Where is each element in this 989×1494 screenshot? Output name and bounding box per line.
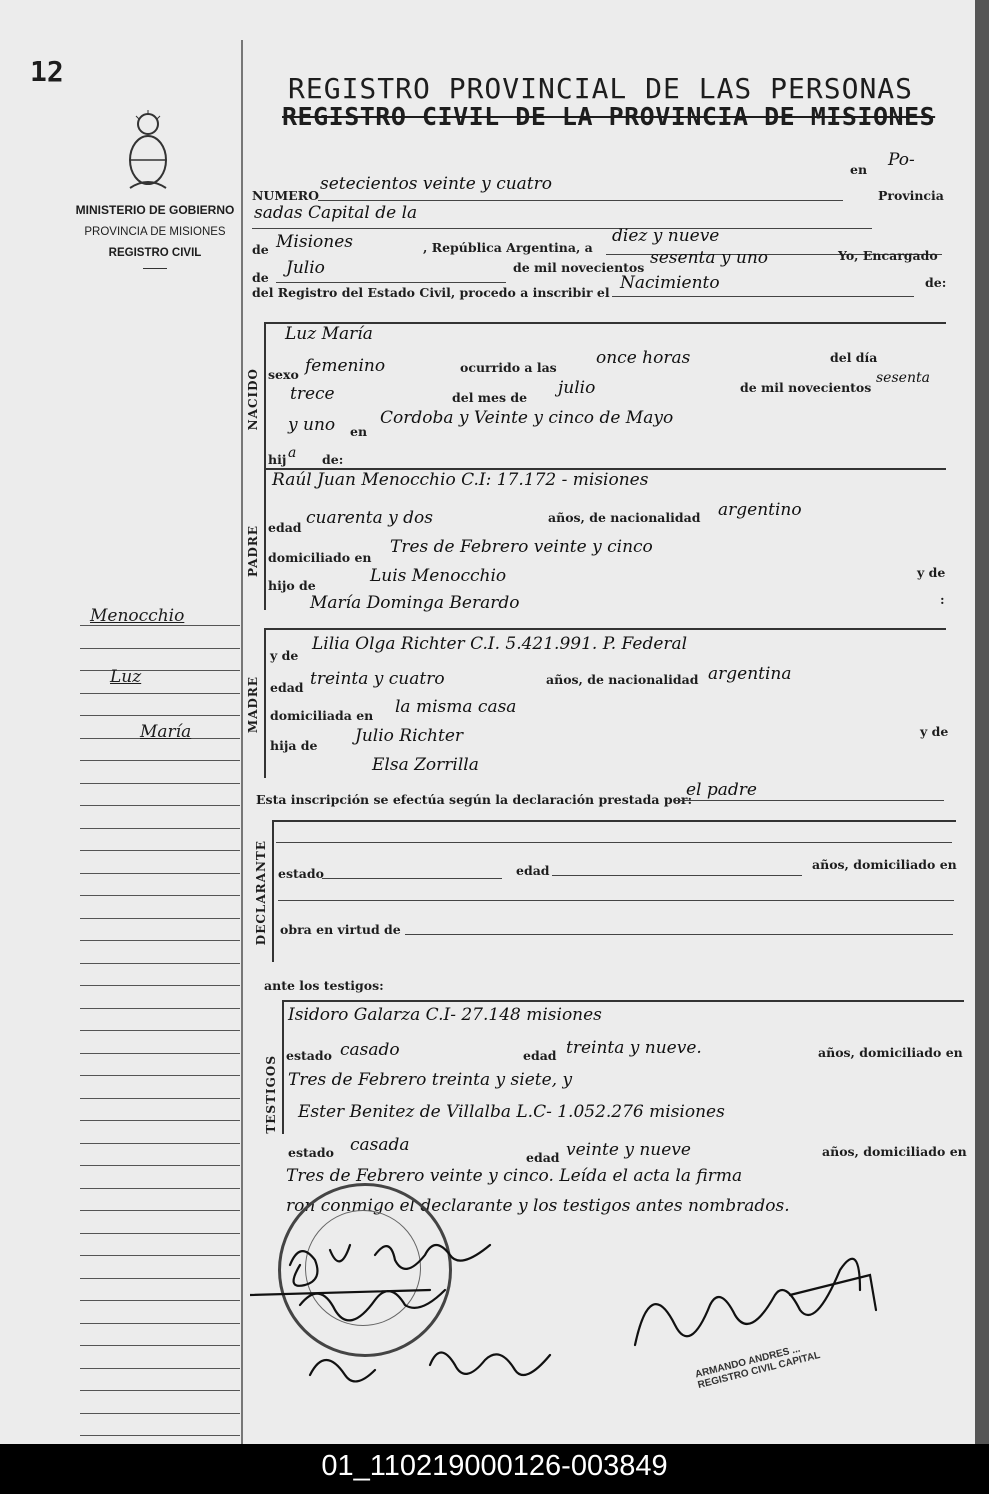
madre-hija: Julio Richter bbox=[355, 726, 464, 746]
margin-rule-line bbox=[80, 918, 240, 919]
rule bbox=[405, 934, 953, 935]
closing-text: ron conmigo el declarante y los testigos antes nombrados. bbox=[286, 1196, 790, 1216]
rule bbox=[276, 842, 952, 843]
ministry-registry: REGISTRO CIVIL bbox=[108, 247, 202, 259]
madre-edad: treinta y cuatro bbox=[310, 669, 445, 689]
testigo2-nombre: Ester Benitez de Villalba L.C- 1.052.276 misiones bbox=[298, 1102, 725, 1122]
testigo1-edad: treinta y nueve. bbox=[566, 1038, 702, 1058]
sexo-value: femenino bbox=[305, 356, 386, 376]
margin-rule-line bbox=[80, 693, 240, 694]
margin-rule-line bbox=[80, 805, 240, 806]
declarante-dom-label: años, domiciliado en bbox=[812, 857, 957, 872]
nacido-section-label: NACIDO bbox=[246, 368, 260, 431]
testigo2-edad: veinte y nueve bbox=[566, 1140, 691, 1160]
margin-rule-line bbox=[80, 1165, 240, 1166]
testigo1-edad-label: edad bbox=[523, 1048, 557, 1063]
file-id-footer: 01_110219000126-003849 bbox=[0, 1444, 989, 1494]
margin-rule-line bbox=[80, 1233, 240, 1234]
madre-madre: Elsa Zorrilla bbox=[372, 755, 479, 775]
ocurrido-label: ocurrido a las bbox=[460, 360, 557, 375]
header-subtitle: REGISTRO CIVIL DE LA PROVINCIA DE MISIONES bbox=[282, 102, 936, 131]
republica-text: , República Argentina, a bbox=[423, 240, 593, 255]
margin-rule-line bbox=[80, 1120, 240, 1121]
padre-yde-label: y de bbox=[917, 565, 946, 580]
anio-text: de mil novecientos bbox=[513, 260, 645, 275]
testigo2-dom: Tres de Febrero veinte y cinco. Leída el acta la firma bbox=[286, 1166, 743, 1186]
padre-dom-label: domiciliado en bbox=[268, 550, 372, 565]
nacido-anio-label: de mil novecientos bbox=[740, 380, 872, 395]
margin-rule-line bbox=[80, 850, 240, 851]
rule bbox=[322, 878, 502, 879]
madre-dom-label: domiciliada en bbox=[270, 708, 374, 723]
provincia-label: Provincia bbox=[878, 188, 944, 203]
margin-rule-line bbox=[80, 895, 240, 896]
padre-nombre: Raúl Juan Menocchio C.I: 17.172 - misiones bbox=[272, 470, 649, 490]
padre-nac: argentino bbox=[718, 500, 802, 520]
page-number: 12 bbox=[30, 55, 64, 88]
de-label: de bbox=[252, 242, 269, 257]
rule bbox=[318, 200, 843, 201]
nacido-nombre: Luz María bbox=[285, 324, 373, 344]
en-label-nacido: en bbox=[350, 424, 368, 439]
anio-value: sesenta y uno bbox=[650, 248, 769, 268]
margin-rule-line bbox=[80, 1300, 240, 1301]
rule bbox=[674, 800, 944, 801]
margin-rule-line bbox=[80, 1030, 240, 1031]
margin-rule-line bbox=[80, 1098, 240, 1099]
hijo-de-label: de: bbox=[322, 452, 344, 467]
declaracion-value: el padre bbox=[686, 780, 757, 800]
margin-rule-line bbox=[80, 1008, 240, 1009]
testigos-intro: ante los testigos: bbox=[264, 978, 384, 993]
margin-rule-line bbox=[80, 1413, 240, 1414]
sexo-label: sexo bbox=[268, 367, 299, 382]
signatures bbox=[250, 1235, 890, 1435]
madre-dom: la misma casa bbox=[395, 697, 517, 717]
madre-edad-label: edad bbox=[270, 680, 304, 695]
nacido-anio1: sesenta bbox=[876, 370, 930, 386]
declarante-edad-label: edad bbox=[516, 863, 550, 878]
nacido-mes: julio bbox=[558, 378, 596, 398]
acto-value: Nacimiento bbox=[620, 273, 720, 293]
margin-rule-line bbox=[80, 648, 240, 649]
margin-rule-line bbox=[80, 760, 240, 761]
registro-text: del Registro del Estado Civil, procedo a inscribir el bbox=[252, 285, 610, 300]
madre-yde-label: y de bbox=[270, 648, 299, 663]
margin-rule-line bbox=[80, 1075, 240, 1076]
rule bbox=[278, 900, 954, 901]
padre-colon: : bbox=[940, 592, 945, 607]
rule bbox=[552, 875, 802, 876]
padre-edad-label: edad bbox=[268, 520, 302, 535]
margin-rule-line bbox=[80, 1435, 240, 1436]
mes-label: del mes de bbox=[452, 390, 528, 405]
testigos-section-label: TESTIGOS bbox=[264, 1055, 278, 1134]
del-dia-label: del día bbox=[830, 350, 878, 365]
madre-nac-label: años, de nacionalidad bbox=[546, 672, 699, 687]
margin-rule-line bbox=[80, 1368, 240, 1369]
margin-rule-line bbox=[80, 1143, 240, 1144]
margin-rule-line bbox=[80, 828, 240, 829]
testigo2-dom-label: años, domiciliado en bbox=[822, 1144, 967, 1159]
margin-rule-line bbox=[80, 1053, 240, 1054]
header-title: REGISTRO PROVINCIAL DE LAS PERSONAS bbox=[288, 72, 914, 105]
margin-rule-line bbox=[80, 715, 240, 716]
page-edge bbox=[975, 0, 989, 1444]
place-value: sadas Capital de la bbox=[254, 203, 418, 223]
padre-hijo: Luis Menocchio bbox=[370, 566, 507, 586]
declarante-obra-label: obra en virtud de bbox=[280, 922, 401, 937]
padre-nac-label: años, de nacionalidad bbox=[548, 510, 701, 525]
ministry-province: PROVINCIA DE MISIONES bbox=[84, 226, 226, 238]
rule bbox=[612, 296, 914, 297]
yo-text: Yo, Encargado bbox=[838, 248, 938, 263]
margin-rule-line bbox=[80, 1210, 240, 1211]
margin-name1: Luz bbox=[110, 667, 142, 687]
margin-rule-line bbox=[80, 1188, 240, 1189]
divider bbox=[143, 268, 167, 269]
testigo1-dom: Tres de Febrero treinta y siete, y bbox=[288, 1070, 573, 1090]
hora-value: once horas bbox=[596, 348, 691, 368]
madre-yde2-label: y de bbox=[920, 724, 949, 739]
ministry-block bbox=[70, 200, 240, 269]
margin-rule bbox=[241, 40, 243, 1444]
dia-value: diez y nueve bbox=[612, 226, 720, 246]
margin-name2: María bbox=[140, 722, 192, 742]
testigo1-nombre: Isidoro Galarza C.I- 27.148 misiones bbox=[288, 1005, 602, 1025]
en-label: en bbox=[850, 162, 868, 177]
en-value: Po- bbox=[888, 150, 915, 170]
testigo2-estado-label: estado bbox=[288, 1145, 334, 1160]
madre-section-label: MADRE bbox=[246, 676, 260, 734]
declaracion-text: Esta inscripción se efectúa según la declaración prestada por: bbox=[256, 792, 693, 807]
testigo2-estado: casada bbox=[350, 1135, 410, 1155]
margin-rule-line bbox=[80, 1323, 240, 1324]
signature-stamp: ARMANDO ANDRES ... REGISTRO CIVIL CAPITAL bbox=[694, 1343, 822, 1392]
nacido-anio2: y uno bbox=[288, 415, 336, 435]
rule bbox=[276, 282, 506, 283]
testigo1-dom-label: años, domiciliado en bbox=[818, 1045, 963, 1060]
lugar-value: Cordoba y Veinte y cinco de Mayo bbox=[380, 408, 674, 428]
margin-rule-line bbox=[80, 783, 240, 784]
testigo1-estado-label: estado bbox=[286, 1048, 332, 1063]
nacido-box bbox=[264, 322, 946, 474]
numero-label: NUMERO bbox=[252, 188, 319, 203]
ministry-name: MINISTERIO DE GOBIERNO bbox=[75, 203, 235, 217]
padre-hijo-label: hijo de bbox=[268, 578, 316, 593]
numero-value: setecientos veinte y cuatro bbox=[320, 174, 552, 194]
padre-dom: Tres de Febrero veinte y cinco bbox=[390, 537, 653, 557]
rule bbox=[252, 228, 872, 229]
coat-of-arms-icon bbox=[122, 110, 174, 192]
provincia-value: Misiones bbox=[276, 232, 353, 252]
margin-rule-line bbox=[80, 1390, 240, 1391]
nacido-dia: trece bbox=[290, 384, 335, 404]
de2-label: de bbox=[252, 270, 269, 285]
margin-rule-line bbox=[80, 963, 240, 964]
hijo-label: hij bbox=[268, 452, 287, 467]
padre-section-label: PADRE bbox=[246, 525, 260, 577]
margin-rule-line bbox=[80, 1255, 240, 1256]
padre-edad: cuarenta y dos bbox=[306, 508, 433, 528]
mes-value: Julio bbox=[286, 258, 325, 278]
declarante-estado-label: estado bbox=[278, 866, 324, 881]
margin-rule-line bbox=[80, 1278, 240, 1279]
testigo1-estado: casado bbox=[340, 1040, 400, 1060]
madre-nombre: Lilia Olga Richter C.I. 5.421.991. P. Federal bbox=[312, 634, 688, 654]
de-colon: de: bbox=[925, 275, 947, 290]
margin-rule-line bbox=[80, 670, 240, 671]
declarante-section-label: DECLARANTE bbox=[254, 840, 268, 946]
margin-rule-line bbox=[80, 873, 240, 874]
hijo-suffix: a bbox=[288, 445, 297, 461]
margin-rule-line bbox=[80, 940, 240, 941]
testigo2-edad-label: edad bbox=[526, 1150, 560, 1165]
madre-hija-label: hija de bbox=[270, 738, 318, 753]
madre-nac: argentina bbox=[708, 664, 792, 684]
margin-rule-line bbox=[80, 1345, 240, 1346]
padre-madre: María Dominga Berardo bbox=[310, 593, 520, 613]
margin-rule-line bbox=[80, 985, 240, 986]
margin-surname: Menocchio bbox=[90, 606, 185, 626]
